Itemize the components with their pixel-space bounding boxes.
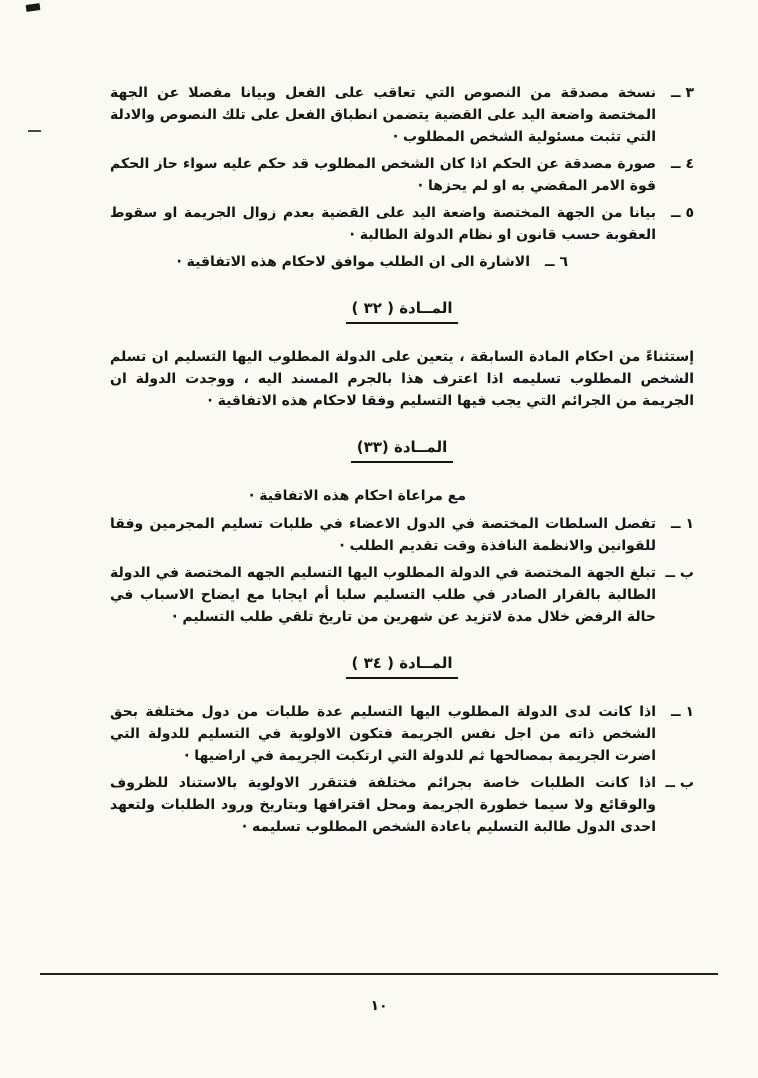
item-marker: ٣ ــ: [671, 85, 694, 101]
article-34-heading-row: [110, 652, 694, 679]
item-text: نسخة مصدقة من النصوص التي تعاقب على الفعل وبيانا مفصلا عن الجهة المختصة واضعة اليد على القضية يتضمن انطباق الفعل على تلك النصوص والادلة التي تثبت مسئولية الشخص المطلوب ·: [110, 85, 656, 145]
item-marker: ١ ــ: [671, 516, 694, 532]
article-32-heading-row: [110, 297, 694, 324]
scan-artifact: [26, 3, 41, 12]
article-34-item-b: [110, 772, 694, 838]
item-marker: ٦ ــ: [545, 254, 568, 270]
item-text: الاشارة الى ان الطلب موافق لاحكام هذه الاتفاقية ·: [176, 254, 530, 270]
list-item-4: [110, 153, 694, 197]
item-text: تبلغ الجهة المختصة في الدولة المطلوب اليها التسليم الجهه المختصة في الدولة الطالبة بالقرار الصادر في طلب التسليم سلبا أم ايجابا مع ايضاح الاسباب في حالة الرفض خلال مدة لاتزيد عن شهرين من تاريخ تلقي طلب التسليم ·: [110, 565, 656, 625]
article-33-item-1: [110, 513, 694, 557]
article-33-heading-row: [110, 436, 694, 463]
article-34-item-1: [110, 701, 694, 767]
page-number: ١٠: [370, 998, 388, 1014]
list-item-5: [110, 202, 694, 246]
item-marker: ٤ ــ: [671, 156, 694, 172]
article-34-heading: المــادة ( ٣٤ ): [346, 652, 459, 679]
item-text: اذا كانت الطلبات خاصة بجرائم مختلفة فتتقرر الاولوية بالاستناد للظروف والوقائع ولا سيما خطورة الجريمة ومحل اقترافها وبتاريخ ورود الطلبات ولتعهد احدى الدول طالبة التسليم باعادة الشخص المطلوب تسليمه ·: [110, 775, 656, 835]
item-marker: ١ ــ: [671, 704, 694, 720]
item-marker: ب ــ: [665, 565, 694, 581]
article-32-body: إستثناءً من احكام المادة السابقة ، يتعين على الدولة المطلوب اليها التسليم ان تسلم الشخص المطلوب تسليمه اذا اعترف هذا بالجرم المسند اليه ، ووجدت الدولة ان الجريمة من الجرائم التي يجب فيها التسليم وفقا لاحكام هذه الاتفاقية ·: [110, 349, 694, 409]
article-32-heading: المــادة ( ٣٢ ): [346, 297, 459, 324]
item-text: صورة مصدقة عن الحكم اذا كان الشخص المطلوب قد حكم عليه سواء حاز الحكم قوة الامر المقضي به او لم يحزها ·: [110, 156, 656, 194]
article-33-intro: مع مراعاة احكام هذه الاتفاقية ·: [249, 488, 466, 504]
scan-artifact: [28, 130, 41, 132]
footer-rule: [40, 973, 718, 975]
item-text: اذا كانت لدى الدولة المطلوب اليها التسليم عدة طلبات من دول مختلفة بحق الشخص ذاته من اجل نفس الجريمة فتكون الاولوية في التسليم للدولة التي اضرت الجريمة بمصالحها ثم للدولة التي ارتكبت الجريمة في اراضيها ·: [110, 704, 656, 764]
item-text: بيانا من الجهة المختصة واضعة اليد على القضية بعدم زوال الجريمة او سقوط العقوبة حسب قانون او نظام الدولة الطالبة ·: [110, 205, 656, 243]
page-content: [110, 82, 694, 968]
item-text: تفصل السلطات المختصة في الدول الاعضاء في طلبات تسليم المجرمين وفقا للقوانين والانظمة النافذة وقت تقديم الطلب ·: [110, 516, 656, 554]
item-marker: ٥ ــ: [671, 205, 694, 221]
list-item-6: [110, 251, 694, 273]
item-marker: ب ــ: [665, 775, 694, 791]
list-item-3: [110, 82, 694, 148]
article-33-heading: المــادة (٣٣): [351, 436, 454, 463]
article-33-item-b: [110, 562, 694, 628]
